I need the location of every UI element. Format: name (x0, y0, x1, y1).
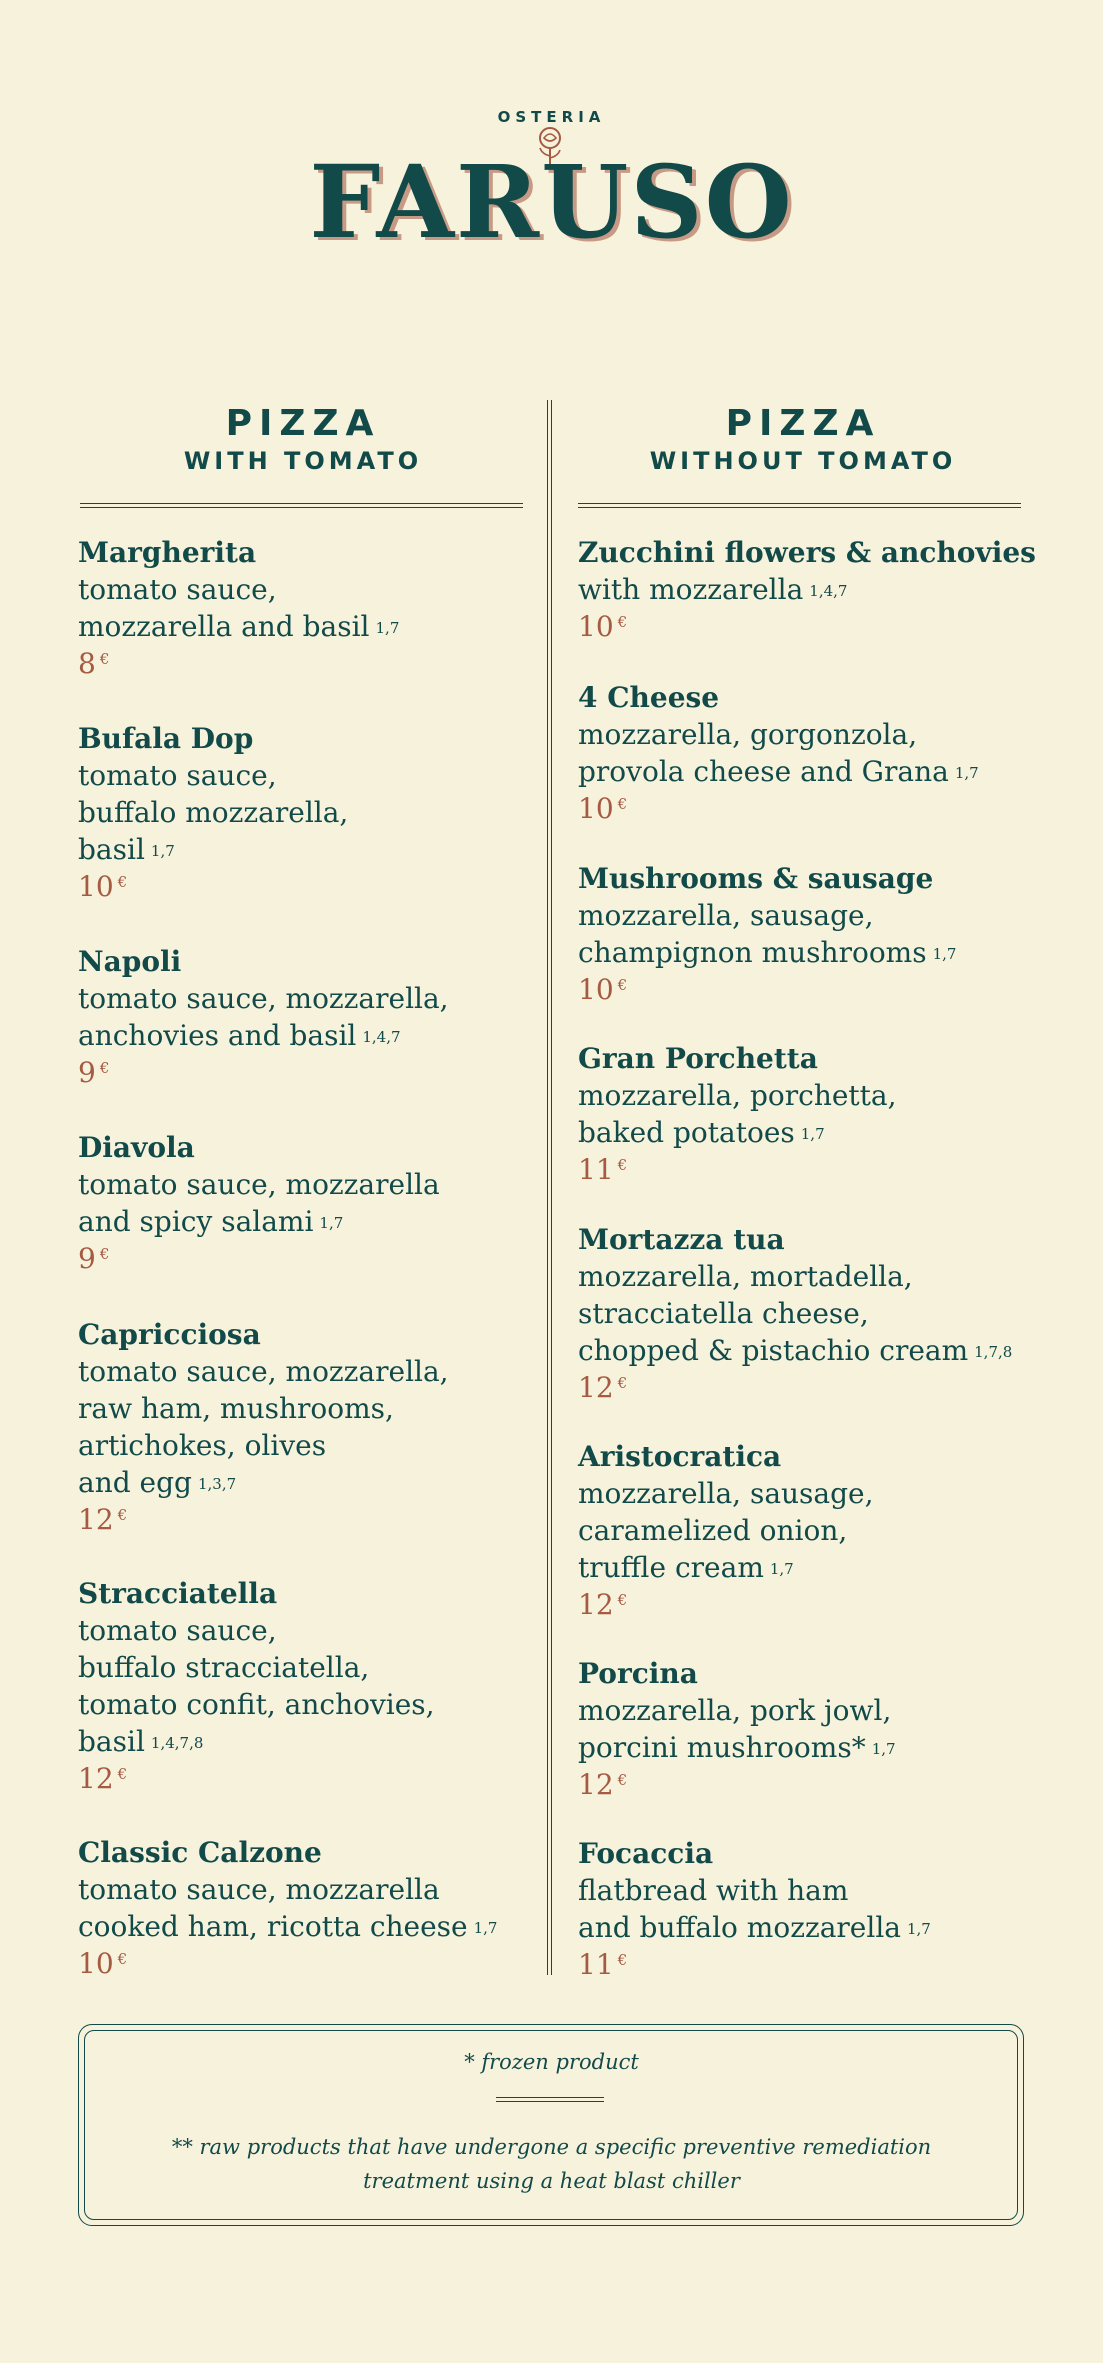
menu-item-price (578, 1766, 896, 1803)
menu-item-name: Mushrooms & sausage (578, 862, 934, 895)
left-heading-rule (80, 503, 523, 508)
description-text: tomato sauce, (78, 573, 277, 606)
description-text: porcini mushrooms* (578, 1731, 866, 1764)
menu-item-name: Aristocratica (578, 1440, 782, 1473)
price-value: 11 (578, 1948, 614, 1981)
description-line (78, 794, 348, 831)
menu-item-price (78, 868, 348, 905)
description-line (78, 1686, 435, 1723)
description-line (78, 1203, 440, 1240)
left-column-title: PIZZA (225, 403, 381, 444)
menu-item-price (578, 1369, 1012, 1406)
currency-symbol: € (617, 1374, 628, 1392)
menu-item-price (78, 1945, 497, 1982)
menu-item-price (578, 971, 956, 1008)
allergen-codes: 1,3,7 (197, 1475, 237, 1493)
price-value: 10 (578, 610, 614, 643)
menu-item-price (78, 645, 399, 682)
description-line (78, 1166, 440, 1203)
price-value: 10 (78, 870, 114, 903)
menu-item (78, 1834, 497, 1982)
description-text: truffle cream (578, 1551, 764, 1584)
price-value: 9 (78, 1242, 96, 1275)
menu-item-price (578, 1586, 874, 1623)
description-line (78, 1908, 497, 1945)
currency-symbol: € (99, 650, 110, 668)
description-line (78, 1353, 449, 1390)
price-value: 12 (78, 1762, 114, 1795)
allergen-codes: 1,7 (954, 764, 979, 782)
menu-item-price (78, 1501, 449, 1538)
price-value: 8 (78, 647, 96, 680)
description-line (578, 897, 956, 934)
allergen-codes: 1,7 (319, 1214, 344, 1232)
menu-item-name: Classic Calzone (78, 1836, 322, 1869)
allergen-codes: 1,4,7 (362, 1028, 401, 1046)
description-text: tomato confit, anchovies, (78, 1688, 435, 1721)
description-line (578, 1692, 896, 1729)
description-text: tomato sauce, (78, 759, 277, 792)
menu-item-description (78, 1166, 440, 1240)
description-line (78, 980, 449, 1017)
left-column-subtitle: WITH TOMATO (183, 447, 423, 475)
menu-item-description (578, 1258, 1012, 1369)
note-frozen: * frozen product (464, 2050, 639, 2074)
menu-item-description (578, 897, 956, 971)
description-line (78, 1723, 435, 1760)
description-text: baked potatoes (578, 1116, 795, 1149)
allergen-codes: 1,7 (375, 619, 400, 637)
description-line (78, 1464, 449, 1501)
menu-item (578, 1655, 896, 1803)
description-text: provola cheese and Grana (578, 755, 949, 788)
price-value: 10 (578, 973, 614, 1006)
menu-item-name: Mortazza tua (578, 1223, 785, 1256)
menu-item-description (578, 716, 979, 790)
allergen-codes: 1,7 (932, 945, 957, 963)
allergen-codes: 1,7 (769, 1560, 794, 1578)
menu-item-description (78, 980, 449, 1054)
currency-symbol: € (617, 976, 628, 994)
note-raw (150, 2130, 953, 2198)
right-column-title: PIZZA (725, 403, 881, 444)
description-text: mozzarella, porchetta, (578, 1079, 897, 1112)
description-line (578, 716, 979, 753)
description-line (578, 1549, 874, 1586)
menu-item-description (578, 1475, 874, 1586)
menu-item (78, 943, 449, 1091)
menu-item (578, 1835, 931, 1983)
menu-item-name: Stracciatella (78, 1577, 278, 1610)
allergen-codes: 1,7 (906, 1920, 931, 1938)
currency-symbol: € (617, 1771, 628, 1789)
description-line (578, 1872, 931, 1909)
description-text: cooked ham, ricotta cheese (78, 1910, 468, 1943)
right-heading-rule (578, 503, 1021, 508)
allergen-codes: 1,7,8 (974, 1343, 1013, 1361)
description-line (578, 1332, 1012, 1369)
right-column-subtitle: WITHOUT TOMATO (649, 447, 957, 475)
menu-item-price (578, 1946, 931, 1983)
note-raw-line: ** raw products that have undergone a specific preventive remediation (171, 2135, 932, 2159)
currency-symbol: € (117, 1950, 128, 1968)
currency-symbol: € (617, 795, 628, 813)
description-line (578, 571, 1036, 608)
menu-item-description (578, 571, 1036, 608)
price-value: 9 (78, 1056, 96, 1089)
allergen-codes: 1,4,7 (809, 582, 848, 600)
description-text: and egg (78, 1466, 192, 1499)
description-text: basil (78, 1725, 145, 1758)
description-line (578, 1258, 1012, 1295)
menu-item-name: Focaccia (578, 1837, 714, 1870)
description-text: buffalo stracciatella, (78, 1651, 370, 1684)
notes-divider (496, 2097, 604, 2102)
description-text: and spicy salami (78, 1205, 314, 1238)
brand-subtitle: OSTERIA (497, 108, 606, 126)
price-value: 12 (578, 1588, 614, 1621)
currency-symbol: € (617, 1951, 628, 1969)
menu-item-name: Napoli (78, 945, 182, 978)
menu-item-name: Capricciosa (78, 1318, 261, 1351)
description-text: flatbread with ham (578, 1874, 849, 1907)
description-text: tomato sauce, (78, 1614, 277, 1647)
currency-symbol: € (117, 1765, 128, 1783)
brand-logo: FARUSO (309, 143, 794, 261)
currency-symbol: € (99, 1059, 110, 1077)
description-text: artichokes, olives (78, 1429, 327, 1462)
allergen-codes: 1,7 (871, 1740, 896, 1758)
description-text: buffalo mozzarella, (78, 796, 349, 829)
allergen-codes: 1,7 (150, 842, 175, 860)
description-line (578, 1295, 1012, 1332)
menu-item (78, 1575, 435, 1797)
price-value: 10 (578, 792, 614, 825)
menu-item-name: Diavola (78, 1131, 195, 1164)
description-line (78, 1649, 435, 1686)
description-line (578, 1909, 931, 1946)
menu-item-description (78, 1871, 497, 1945)
description-text: mozzarella, sausage, (578, 1477, 874, 1510)
description-text: mozzarella, mortadella, (578, 1260, 913, 1293)
menu-item (578, 534, 1036, 645)
currency-symbol: € (99, 1245, 110, 1263)
menu-item-name: Margherita (78, 536, 257, 569)
description-line (78, 1017, 449, 1054)
menu-item (78, 534, 399, 682)
description-text: mozzarella, gorgonzola, (578, 718, 918, 751)
description-line (578, 934, 956, 971)
allergen-codes: 1,7 (473, 1919, 498, 1937)
description-text: tomato sauce, mozzarella, (78, 1355, 449, 1388)
price-value: 10 (78, 1947, 114, 1980)
menu-item (78, 1129, 440, 1277)
menu-item-price (78, 1240, 440, 1277)
description-text: and buffalo mozzarella (578, 1911, 901, 1944)
description-line (78, 1390, 449, 1427)
description-text: champignon mushrooms (578, 936, 927, 969)
menu-item-name: 4 Cheese (578, 681, 720, 714)
description-text: tomato sauce, mozzarella (78, 1873, 440, 1906)
description-text: raw ham, mushrooms, (78, 1392, 394, 1425)
description-line (78, 1871, 497, 1908)
menu-item (578, 860, 956, 1008)
currency-symbol: € (617, 1156, 628, 1174)
menu-item-description (78, 757, 348, 868)
description-line (578, 1512, 874, 1549)
description-text: caramelized onion, (578, 1514, 848, 1547)
description-line (78, 831, 348, 868)
menu-item (578, 1438, 874, 1623)
description-text: with mozzarella (578, 573, 804, 606)
menu-item-name: Zucchini flowers & anchovies (578, 536, 1036, 569)
description-line (78, 608, 399, 645)
menu-item-description (578, 1077, 897, 1151)
description-line (78, 1427, 449, 1464)
description-text: anchovies and basil (78, 1019, 357, 1052)
allergen-codes: 1,4,7,8 (150, 1734, 204, 1752)
description-line (78, 571, 399, 608)
menu-item-price (578, 1151, 897, 1188)
description-text: mozzarella, pork jowl, (578, 1694, 892, 1727)
allergen-codes: 1,7 (800, 1125, 825, 1143)
menu-item-price (78, 1054, 449, 1091)
description-text: mozzarella and basil (78, 610, 370, 643)
description-text: tomato sauce, mozzarella (78, 1168, 440, 1201)
description-line (578, 1729, 896, 1766)
price-value: 11 (578, 1153, 614, 1186)
menu-item (578, 679, 979, 827)
price-value: 12 (78, 1503, 114, 1536)
menu-item-name: Bufala Dop (78, 722, 254, 755)
menu-item-price (578, 608, 1036, 645)
menu-item-description (78, 1353, 449, 1501)
menu-item-name: Gran Porchetta (578, 1042, 818, 1075)
description-text: basil (78, 833, 145, 866)
menu-item (578, 1040, 897, 1188)
menu-item-price (578, 790, 979, 827)
menu-item-price (78, 1760, 435, 1797)
description-text: tomato sauce, mozzarella, (78, 982, 449, 1015)
menu-item-name: Porcina (578, 1657, 698, 1690)
right-column-heading (578, 402, 1028, 476)
currency-symbol: € (117, 873, 128, 891)
menu-item-description (78, 1612, 435, 1760)
description-line (578, 1077, 897, 1114)
description-text: mozzarella, sausage, (578, 899, 874, 932)
description-line (78, 757, 348, 794)
currency-symbol: € (617, 613, 628, 631)
menu-item-description (578, 1692, 896, 1766)
menu-item (78, 720, 348, 905)
menu-item-description (578, 1872, 931, 1946)
price-value: 12 (578, 1768, 614, 1801)
description-text: chopped & pistachio cream (578, 1334, 969, 1367)
currency-symbol: € (617, 1591, 628, 1609)
note-raw-line: treatment using a heat blast chiller (363, 2169, 740, 2193)
description-line (578, 1114, 897, 1151)
description-text: stracciatella cheese, (578, 1297, 869, 1330)
menu-item-description (78, 571, 399, 645)
price-value: 12 (578, 1371, 614, 1404)
menu-item (78, 1316, 449, 1538)
description-line (78, 1612, 435, 1649)
description-line (578, 1475, 874, 1512)
column-divider (547, 400, 552, 1975)
currency-symbol: € (117, 1506, 128, 1524)
menu-item (578, 1221, 1012, 1406)
description-line (578, 753, 979, 790)
left-column-heading (78, 402, 528, 476)
